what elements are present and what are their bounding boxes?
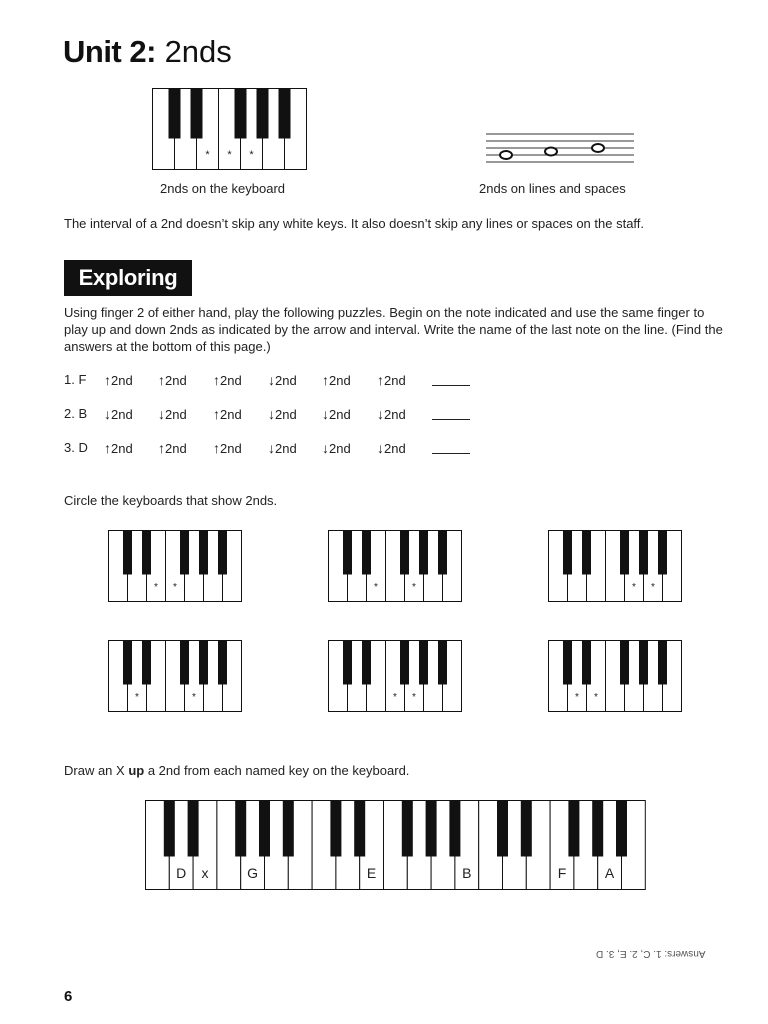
black-key bbox=[180, 641, 189, 685]
black-key bbox=[199, 531, 208, 575]
black-key bbox=[563, 531, 572, 575]
staff-caption: 2nds on lines and spaces bbox=[479, 181, 626, 196]
large-keyboard[interactable] bbox=[145, 800, 647, 890]
whole-note bbox=[545, 148, 557, 156]
black-key bbox=[620, 641, 629, 685]
section-heading-exploring: Exploring bbox=[64, 260, 192, 296]
puzzle-row-1 bbox=[64, 372, 484, 390]
title-unit: Unit 2: bbox=[63, 34, 156, 69]
intro-keyboard bbox=[152, 88, 308, 170]
keyboard-caption: 2nds on the keyboard bbox=[160, 181, 286, 196]
keyboard-option-4[interactable] bbox=[108, 640, 242, 712]
black-key bbox=[199, 641, 208, 685]
puzzle-step: ↓2nd bbox=[322, 440, 351, 456]
black-key bbox=[191, 89, 203, 139]
black-key bbox=[123, 641, 132, 685]
black-key bbox=[235, 801, 246, 857]
black-key bbox=[400, 641, 409, 685]
key-mark: * bbox=[249, 149, 254, 161]
answer-blank[interactable] bbox=[432, 419, 470, 420]
black-key bbox=[521, 801, 532, 857]
page-number: 6 bbox=[64, 988, 73, 1005]
black-key bbox=[362, 531, 371, 575]
title-topic: 2nds bbox=[164, 34, 232, 69]
puzzle-step: ↑2nd bbox=[322, 372, 351, 388]
puzzle-label: 2. B bbox=[64, 406, 88, 421]
puzzle-step: ↓2nd bbox=[377, 406, 406, 422]
intro-staff bbox=[484, 130, 636, 166]
page-title bbox=[63, 34, 232, 70]
black-key bbox=[142, 531, 151, 575]
black-key bbox=[123, 531, 132, 575]
black-key bbox=[620, 531, 629, 575]
whole-note bbox=[592, 144, 604, 152]
key-mark: * bbox=[374, 582, 378, 593]
black-key bbox=[169, 89, 181, 139]
black-key bbox=[639, 531, 648, 575]
black-key bbox=[639, 641, 648, 685]
key-mark: * bbox=[205, 149, 210, 161]
black-key bbox=[568, 801, 579, 857]
black-key bbox=[497, 801, 508, 857]
black-key bbox=[658, 531, 667, 575]
keyboard-option-3[interactable] bbox=[548, 530, 682, 602]
exploring-instructions: Using finger 2 of either hand, play the following puzzles. Begin on the note indicated and use the same finger to play up and down 2nds as indicated by the arrow and interval. Write the name of the last note on the line. (Find the answers at the bottom of this page.) bbox=[64, 305, 723, 354]
intro-description: The interval of a 2nd doesn’t skip any white keys. It also doesn’t skip any lines or spaces on the staff. bbox=[64, 216, 645, 231]
instruction-text: Draw an X bbox=[64, 763, 129, 778]
puzzle-step: ↑2nd bbox=[104, 440, 133, 456]
puzzle-step: ↑2nd bbox=[158, 440, 187, 456]
puzzle-label: 1. F bbox=[64, 372, 87, 387]
black-key bbox=[426, 801, 437, 857]
black-key bbox=[402, 801, 413, 857]
black-key bbox=[218, 641, 227, 685]
black-key bbox=[330, 801, 341, 857]
key-mark: * bbox=[192, 692, 196, 703]
key-mark: * bbox=[412, 692, 416, 703]
black-key bbox=[235, 89, 247, 139]
answers-upside-down: Answers: 1. C, 2. E, 3. D bbox=[596, 948, 706, 959]
puzzle-step: ↑2nd bbox=[104, 372, 133, 388]
black-key bbox=[343, 531, 352, 575]
key-mark: * bbox=[594, 692, 598, 703]
key-label: F bbox=[557, 865, 567, 881]
key-mark: * bbox=[575, 692, 579, 703]
black-key bbox=[438, 531, 447, 575]
keyboard-option-5[interactable] bbox=[328, 640, 462, 712]
black-key bbox=[279, 89, 291, 139]
key-mark: * bbox=[632, 582, 636, 593]
puzzle-step: ↓2nd bbox=[268, 440, 297, 456]
puzzle-step: ↓2nd bbox=[104, 406, 133, 422]
instruction-text: a 2nd from each named key on the keyboard. bbox=[144, 763, 410, 778]
key-mark: * bbox=[651, 582, 655, 593]
puzzle-step: ↑2nd bbox=[213, 440, 242, 456]
black-key bbox=[419, 531, 428, 575]
black-key bbox=[354, 801, 365, 857]
black-key bbox=[164, 801, 175, 857]
black-key bbox=[400, 531, 409, 575]
keyboard-option-2[interactable] bbox=[328, 530, 462, 602]
black-key bbox=[419, 641, 428, 685]
puzzle-label: 3. D bbox=[64, 440, 88, 455]
puzzle-step: ↑2nd bbox=[158, 372, 187, 388]
black-key bbox=[582, 531, 591, 575]
key-label: G bbox=[247, 865, 259, 881]
black-key bbox=[343, 641, 352, 685]
answer-blank[interactable] bbox=[432, 453, 470, 454]
puzzle-step: ↓2nd bbox=[268, 372, 297, 388]
circle-instruction: Circle the keyboards that show 2nds. bbox=[64, 493, 278, 508]
puzzle-step: ↓2nd bbox=[268, 406, 297, 422]
keyboard-option-1[interactable] bbox=[108, 530, 242, 602]
key-mark: * bbox=[173, 582, 177, 593]
answer-blank[interactable] bbox=[432, 385, 470, 386]
puzzle-step: ↓2nd bbox=[377, 440, 406, 456]
black-key bbox=[362, 641, 371, 685]
black-key bbox=[142, 641, 151, 685]
key-label: B bbox=[462, 865, 472, 881]
black-key bbox=[582, 641, 591, 685]
whole-note bbox=[500, 151, 512, 159]
key-mark: * bbox=[135, 692, 139, 703]
black-key bbox=[259, 801, 270, 857]
puzzle-step: ↓2nd bbox=[158, 406, 187, 422]
puzzle-step: ↑2nd bbox=[213, 372, 242, 388]
black-key bbox=[180, 531, 189, 575]
key-label: D bbox=[176, 865, 187, 881]
black-key bbox=[449, 801, 460, 857]
puzzle-step: ↓2nd bbox=[322, 406, 351, 422]
black-key bbox=[563, 641, 572, 685]
black-key bbox=[438, 641, 447, 685]
instruction-emphasis: up bbox=[128, 763, 145, 778]
key-mark: * bbox=[227, 149, 232, 161]
black-key bbox=[616, 801, 627, 857]
black-key bbox=[592, 801, 603, 857]
key-label: A bbox=[604, 865, 615, 881]
key-label: E bbox=[366, 865, 377, 881]
black-key bbox=[658, 641, 667, 685]
key-mark: * bbox=[154, 582, 158, 593]
puzzle-step: ↑2nd bbox=[377, 372, 406, 388]
keyboard-option-6[interactable] bbox=[548, 640, 682, 712]
key-label: x bbox=[201, 865, 209, 881]
black-key bbox=[188, 801, 199, 857]
key-mark: * bbox=[412, 582, 416, 593]
draw-x-instruction bbox=[64, 762, 409, 779]
black-key bbox=[283, 801, 294, 857]
black-key bbox=[218, 531, 227, 575]
black-key bbox=[257, 89, 269, 139]
puzzle-row-3 bbox=[64, 440, 484, 458]
key-mark: * bbox=[393, 692, 397, 703]
puzzle-row-2 bbox=[64, 406, 484, 424]
puzzle-step: ↑2nd bbox=[213, 406, 242, 422]
